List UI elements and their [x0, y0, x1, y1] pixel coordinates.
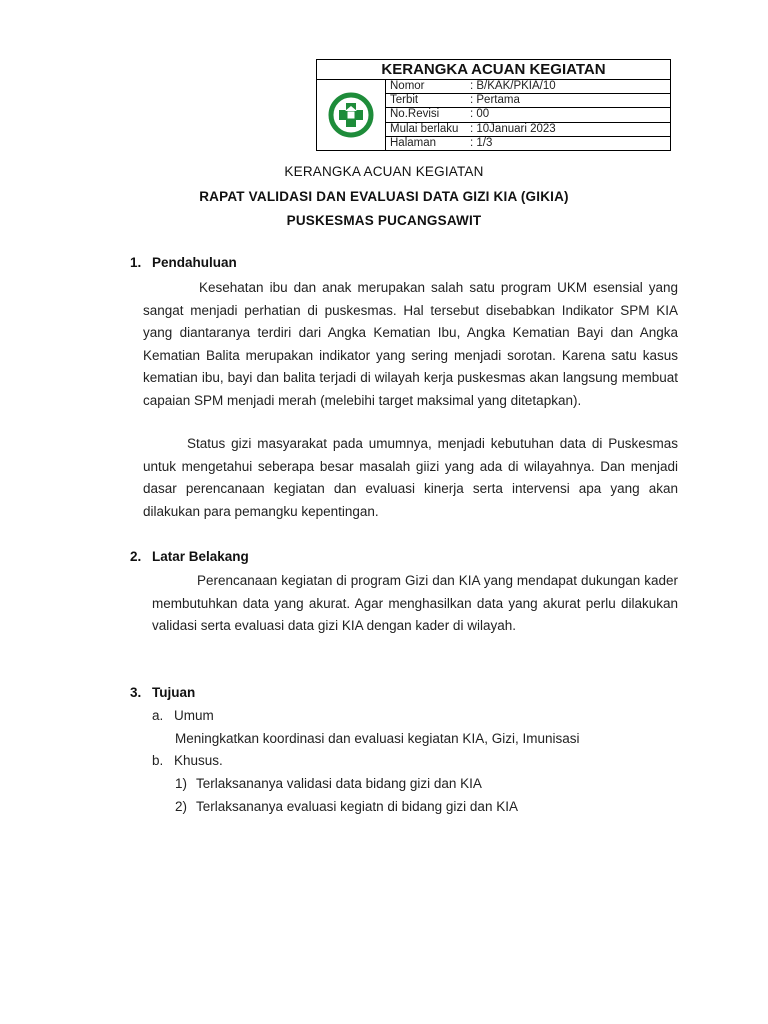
document-header-box: [316, 59, 671, 151]
header-value: : B/KAK/PKIA/10: [470, 80, 556, 92]
list-label: Khusus.: [174, 753, 223, 768]
paragraph-pendahuluan-1: Kesehatan ibu dan anak merupakan salah satu program UKM esensial yang sangat menjadi perhatian di puskesmas. Hal tersebut disebabkan Indikator SPM KIA yang diantaranya terdiri dari Angka Kematian Ibu, Angka Kematian Bayi dan Angka Kematian Balita merupakan indikator yang sering menjadi sorotan. Karena satu kasus kematian ibu, bayi dan balita terjadi di wilayah kerja puskesmas akan langsung membuat capaian SPM menjadi merah (melebihi target maksimal yang ditetapkan).: [143, 280, 678, 408]
list-marker: 1): [175, 776, 188, 791]
header-label: Mulai berlaku: [390, 122, 459, 135]
section-number: 3.: [130, 685, 142, 700]
puskesmas-logo: [317, 80, 386, 151]
list-item-khusus-1: [175, 775, 482, 793]
document-titles: [0, 162, 768, 236]
list-text: Terlaksananya validasi data bidang gizi dan KIA: [196, 776, 482, 791]
section-title: Tujuan: [152, 685, 196, 700]
section-number: 1.: [130, 255, 142, 270]
list-marker: b.: [152, 753, 164, 768]
section-title: Latar Belakang: [152, 549, 249, 564]
header-value: : 00: [470, 108, 490, 121]
section-title: Pendahuluan: [152, 255, 237, 270]
header-label: No.Revisi: [390, 108, 440, 121]
list-text-umum: Meningkatkan koordinasi dan evaluasi kegiatan KIA, Gizi, Imunisasi: [175, 731, 580, 746]
title-line-2: RAPAT VALIDASI DAN EVALUASI DATA GIZI KIA (GIKIA): [199, 188, 569, 204]
header-title: KERANGKA ACUAN KEGIATAN: [317, 60, 670, 80]
list-item-umum: [152, 707, 214, 725]
puskesmas-logo-icon: [328, 92, 374, 138]
title-line-1: KERANGKA ACUAN KEGIATAN: [284, 164, 484, 179]
header-row-terbit: [386, 94, 670, 108]
header-value: : 10Januari 2023: [470, 122, 556, 135]
list-item-khusus: [152, 752, 223, 770]
header-label: Terbit: [390, 94, 419, 107]
header-info-rows: [386, 80, 670, 150]
header-row-revisi: [386, 108, 670, 122]
list-label: Umum: [174, 708, 214, 723]
header-row-nomor: [386, 80, 670, 94]
list-marker: a.: [152, 708, 164, 723]
header-label: Halaman: [390, 136, 437, 149]
paragraph-pendahuluan-2: Status gizi masyarakat pada umumnya, menjadi kebutuhan data di Puskesmas untuk mengetahui seberapa besar masalah giizi yang ada di wilayahnya. Dan menjadi dasar perencanaan kegiatan dan evaluasi kinerja serta intervensi apa yang akan dilakukan para pemangku kepentingan.: [143, 436, 678, 519]
paragraph-latar-belakang: Perencanaan kegiatan di program Gizi dan KIA yang mendapat dukungan kader membutuhkan data yang akurat. Agar menghasilkan data yang akurat perlu dilakukan validasi serta evaluasi data gizi KIA dengan kader di wilayah.: [152, 573, 678, 633]
list-marker: 2): [175, 799, 188, 814]
list-item-khusus-2: [175, 798, 518, 816]
section-heading-tujuan: [130, 685, 195, 700]
title-line-3: PUSKESMAS PUCANGSAWIT: [286, 213, 482, 228]
section-heading-pendahuluan: [130, 255, 237, 270]
list-text: Terlaksananya evaluasi kegiatn di bidang gizi dan KIA: [196, 799, 518, 814]
header-value: : Pertama: [470, 94, 520, 107]
header-value: : 1/3: [470, 136, 493, 149]
header-row-halaman: [386, 137, 670, 151]
section-heading-latar-belakang: [130, 549, 249, 564]
header-label: Nomor: [390, 80, 425, 92]
header-row-mulai-berlaku: [386, 123, 670, 137]
section-number: 2.: [130, 549, 142, 564]
